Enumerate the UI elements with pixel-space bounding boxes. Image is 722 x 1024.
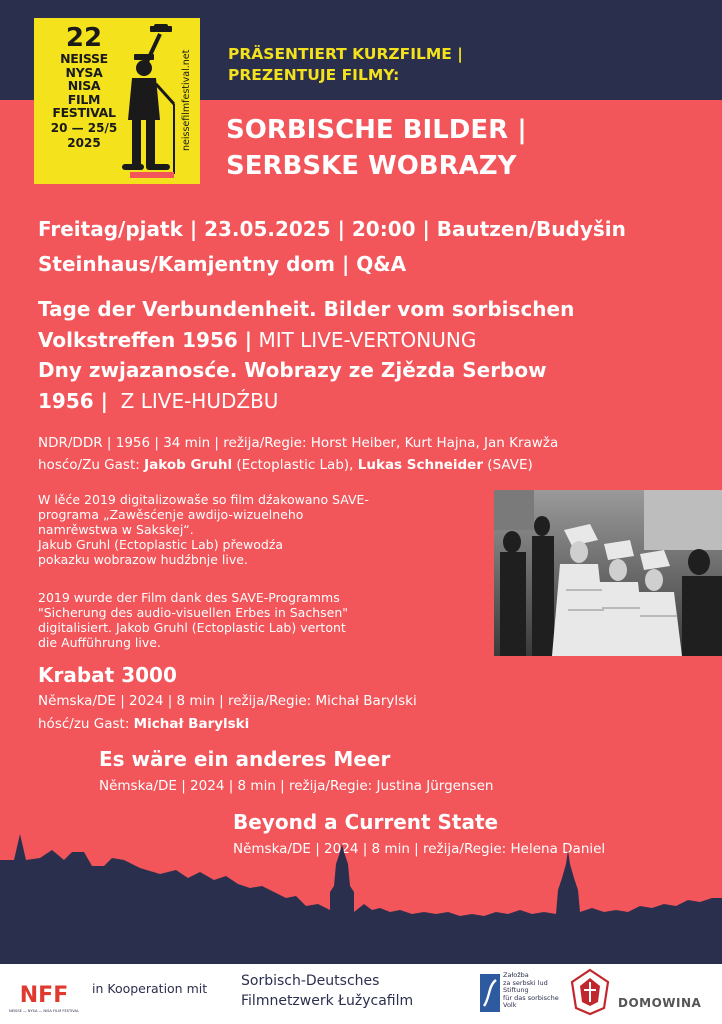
film4-meta: Němska/DE | 2024 | 8 min | režija/Regie: Helena Daniel — [233, 841, 606, 857]
festival-logo-text — [44, 24, 124, 150]
guest-name: Jakob Gruhl — [144, 457, 233, 473]
title-line: SORBISCHE BILDER | — [226, 115, 527, 145]
network-name — [241, 971, 413, 1011]
film2-meta: Němska/DE | 2024 | 8 min | režija/Regie: Michał Barylski — [38, 693, 417, 709]
desc-line: digitalisiert. Jakob Gruhl (Ectoplastic Lab) vertont — [38, 620, 346, 635]
footer — [0, 964, 722, 1024]
film4-title: Beyond a Current State — [233, 810, 499, 834]
film1-title-hsb: Dny zwjazanosće. Wobrazy ze Zjězda Serbow — [38, 358, 547, 382]
desc-line: "Sicherung des audio-visuellen Erbes in Sachsen" — [38, 605, 348, 620]
festival-year: 2025 — [67, 135, 101, 150]
network-line: Sorbisch-Deutsches — [241, 973, 380, 989]
film3-title: Es wäre ein anderes Meer — [99, 747, 391, 771]
foundation-text — [503, 972, 559, 1010]
domowina-label: DOMOWINA — [618, 996, 702, 1010]
film1-title-de-2: Volkstreffen 1956 | — [38, 327, 253, 352]
desc-line: 2019 wurde der Film dank des SAVE-Programms — [38, 590, 340, 605]
festival-name-line: NYSA — [65, 64, 103, 80]
festival-logo — [34, 18, 200, 184]
festival-website: neissefilmfestival.net — [181, 49, 192, 151]
film1-guests — [38, 454, 718, 476]
title-line: SERBSKE WOBRAZY — [226, 151, 517, 181]
film3-meta: Němska/DE | 2024 | 8 min | režija/Regie: Justina Jürgensen — [99, 778, 494, 794]
guest-name: Michał Barylski — [133, 716, 250, 732]
nff-logo-text: NFF — [19, 983, 69, 1008]
desc-line: Jakub Gruhl (Ectoplastic Lab) přewodźa — [38, 537, 284, 552]
guest-prefix: hósć/zu Gast: — [38, 716, 130, 732]
event-venue: Steinhaus/Kamjentny dom | Q&A — [38, 252, 407, 276]
film1-title-block — [38, 294, 718, 416]
film1-meta-line: NDR/DDR | 1956 | 34 min | režija/Regie: Horst Heiber, Kurt Hajna, Jan Krawža — [38, 435, 559, 451]
film1-live-de: MIT LIVE-VERTONUNG — [258, 327, 477, 352]
domowina-emblem-icon — [570, 968, 610, 1016]
film2-title: Krabat 3000 — [38, 663, 177, 687]
desc-line: pokazku wobrazow hudźbnje live. — [38, 552, 248, 567]
festival-name-line: FESTIVAL — [52, 105, 116, 120]
network-line: Filmnetzwerk Łužycafilm — [241, 993, 414, 1009]
desc-line: die Aufführung live. — [38, 635, 161, 650]
page-title — [226, 112, 527, 184]
film1-title-hsb-2: 1956 | — [38, 388, 108, 413]
foundation-line: za serbski lud — [503, 978, 548, 987]
film1-description-hsb — [38, 492, 488, 567]
foundation-line: für das sorbische — [503, 993, 559, 1002]
cooperation-label: in Kooperation mit — [92, 981, 208, 996]
desc-line: namrěwstwa w Sakskej“. — [38, 522, 194, 537]
nff-logo-sub: NEISSE — NYSA — NISA FILM FESTIVAL — [9, 1009, 79, 1013]
guest-org: (SAVE) — [487, 457, 533, 473]
foundation-line: Volk — [503, 1001, 517, 1009]
film1-description-de — [38, 590, 488, 650]
desc-line: programa „Zawěsćenje awdijo-wizuelneho — [38, 507, 304, 522]
festival-name-line: NEISSE — [60, 51, 108, 66]
presents-line: PREZENTUJE FILMY: — [228, 66, 400, 84]
festival-number: 22 — [65, 23, 103, 53]
film1-live-hsb: Z LIVE-HUDŹBU — [120, 388, 279, 413]
guest-org: (Ectoplastic Lab), — [236, 457, 354, 473]
guest-prefix: hosćo/Zu Gast: — [38, 457, 140, 473]
festival-name-line: NISA — [67, 78, 101, 93]
nff-logo — [9, 974, 79, 1016]
festival-name-line: FILM — [67, 91, 101, 107]
presents-heading — [228, 44, 463, 86]
foundation-line: Załožba — [503, 971, 529, 979]
presents-line: PRÄSENTIERT KURZFILME | — [228, 45, 463, 63]
event-date-place: Freitag/pjatk | 23.05.2025 | 20:00 | Bautzen/Budyšin — [38, 217, 626, 241]
film1-title-de: Tage der Verbundenheit. Bilder vom sorbischen — [38, 297, 575, 321]
guest-name: Lukas Schneider — [357, 457, 483, 473]
historic-photo — [494, 490, 722, 656]
film2-guest — [38, 713, 249, 735]
foundation-line: Stiftung — [503, 986, 529, 994]
city-skyline — [0, 800, 722, 964]
film1-meta — [38, 432, 718, 476]
festival-dates: 20 — 25/5 — [50, 120, 118, 135]
desc-line: W lěće 2019 digitalizowaše so film dźakowano SAVE- — [38, 492, 369, 507]
chaplin-figure-icon — [116, 24, 182, 180]
